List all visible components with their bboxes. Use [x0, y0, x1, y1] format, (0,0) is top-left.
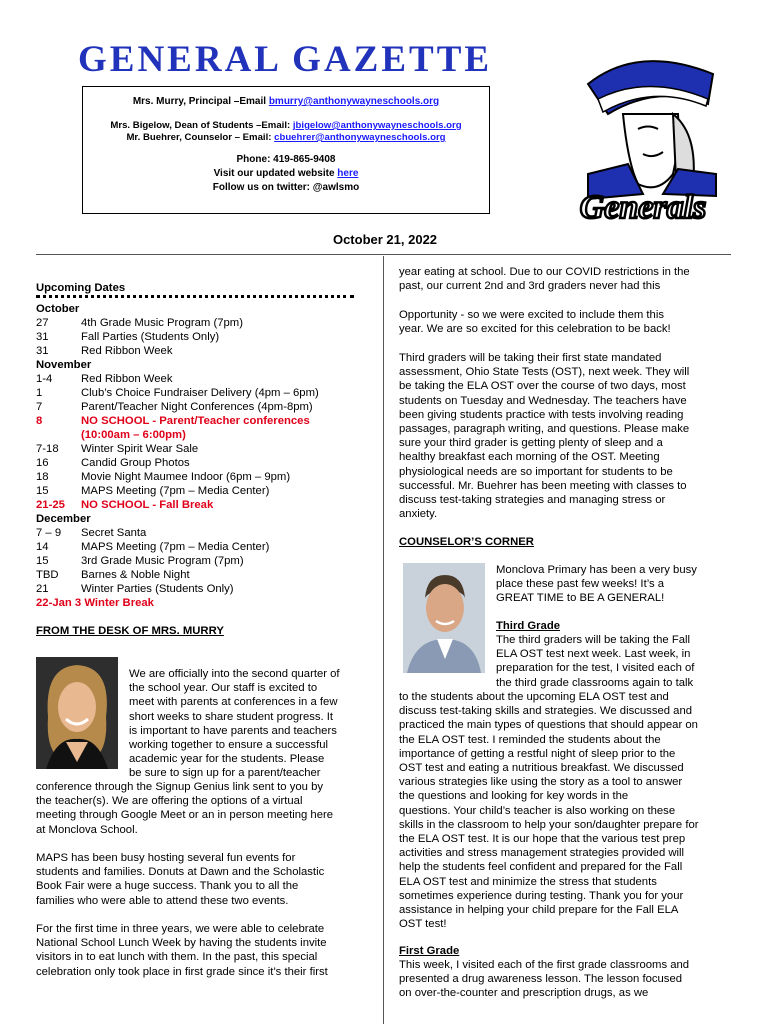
upcoming-dates-heading: Upcoming Dates [36, 282, 126, 294]
counselor-line: Mr. Buehrer, Counselor – Email: cbuehrer@anthonywayneschools.org [126, 132, 446, 143]
event-row: 1-4 Red Ribbon Week [36, 373, 173, 385]
month-december: December [36, 513, 91, 525]
event-row: 31 Fall Parties (Students Only) [36, 331, 220, 343]
generals-logo [568, 44, 718, 224]
dean-line: Mrs. Bigelow, Dean of Students –Email: jbigelow@anthonywayneschools.org [110, 120, 462, 131]
third-grade-paragraph: The third graders will be taking the Fall ELA OST test next week. Last week, in preparation for the test, I visited each of the third grade classrooms again to talk [496, 634, 695, 689]
event-row: TBD Barnes & Noble Night [36, 569, 190, 581]
event-row: 7-18 Winter Spirit Wear Sale [36, 443, 199, 455]
murry-heading: FROM THE DESK OF MRS. MURRY [36, 625, 224, 637]
contact-box [82, 86, 490, 214]
first-grade-heading: First Grade [399, 945, 460, 957]
principal-email-link[interactable]: bmurry@anthonywayneschools.org [268, 96, 440, 107]
event-row: 22-Jan 3 Winter Break [36, 597, 154, 609]
murry-paragraph-1: We are officially into the second quarter of the school year. Our staff is excited to meet with parents at conferences in a few short weeks to share student progress. It is important to have parents and teachers working together to ensure a successful academic year for the students. Please be sure to sign up for a parent/teacher [129, 668, 340, 780]
month-november: November [36, 359, 92, 371]
first-grade-paragraph: This week, I visited each of the first grade classrooms and presented a drug awareness lesson. The lesson focused on over-the-counter and prescription drugs, as we [399, 959, 690, 1000]
counselor-email-link[interactable]: cbuehrer@anthonywayneschools.org [274, 132, 446, 143]
column-divider [383, 256, 384, 1024]
dotted-rule [36, 295, 354, 300]
principal-line: Mrs. Murry, Principal –Email bmurry@anthonywayneschools.org [132, 96, 440, 107]
counselor-intro: Monclova Primary has been a very busy place these past few weeks! It’s a GREAT TIME to BE A GENERAL! [496, 564, 697, 605]
counselor-heading: COUNSELOR’S CORNER [399, 536, 534, 548]
event-row: 15 3rd Grade Music Program (7pm) [36, 555, 244, 567]
event-row: 8 NO SCHOOL - Parent/Teacher conferences [36, 415, 310, 427]
logo-text: Generals [579, 189, 707, 224]
event-row: 21-25 NO SCHOOL - Fall Break [36, 499, 214, 511]
event-row: 31 Red Ribbon Week [36, 345, 173, 357]
website-line: Visit our updated website here [213, 168, 359, 179]
lunch-paragraph-cont: year eating at school. Due to our COVID restrictions in the past, our current 2nd and 3rd graders never had this [399, 266, 690, 293]
event-row: 15 MAPS Meeting (7pm – Media Center) [36, 485, 270, 497]
event-row: 1 Club’s Choice Fundraiser Delivery (4pm – 6pm) [36, 387, 319, 399]
lunch-paragraph-2: Opportunity - so we were excited to include them this year. We are so excited for this celebration to be back! [399, 309, 671, 336]
third-grade-paragraph-cont: to the students about the upcoming ELA OST test and discuss test-taking skills and strategies. We discussed and practiced the main types of questions that should appear on the ELA OST test. I reminded the students about the importance of getting a restful night of sleep prior to the OST test and eating a nutritious breakfast. We discussed various strategies like using the story as a tool to answer the questions and looking for key words in the questions. Your child’s teacher is also working on these skills in the classroom to help your son/daughter prepare for the ELA OST test. It is our hope that the various test prep activities and stress management strategies provided will help the students feel confident and prepared for the Fall ELA OST test and minimize the stress that students sometimes experience during testing. Thank you for your assistance in helping your child prepare for the Fall ELA OST test! [399, 691, 699, 931]
event-row: (10:00am – 6:00pm) [81, 429, 186, 441]
event-row: 16 Candid Group Photos [36, 457, 190, 469]
event-row: 18 Movie Night Maumee Indoor (6pm – 9pm) [36, 471, 291, 483]
counselor-photo [403, 563, 485, 673]
murry-paragraph-2: MAPS has been busy hosting several fun events for students and families. Donuts at Dawn and the Scholastic Book Fair were a huge success. Thank you to all the families who were able to attend these two events. [36, 852, 325, 907]
twitter-line: Follow us on twitter: @awlsmo [212, 182, 360, 193]
murry-paragraph-3: For the first time in three years, we were able to celebrate National School Lunch Week by having the students invite visitors in to eat lunch with them. In the past, this special celebration only took place in first grade since it’s their first [36, 923, 328, 978]
issue-date: October 21, 2022 [332, 232, 438, 247]
murry-paragraph-1-cont: conference through the Signup Genius link sent to you by the teacher(s). We are offering the options of a virtual meeting through Google Meet or an in person meeting here at Monclova School. [36, 781, 334, 836]
event-row: 27 4th Grade Music Program (7pm) [36, 317, 243, 329]
third-grade-ost-paragraph: Third graders will be taking their first state mandated assessment, Ohio State Tests (OST), next week. They will be taking the ELA OST over the course of two days, most students on Tuesday and Wednesday. The teachers have been giving students practice with tests involving reading passages, paragraph writing, and questions. Please make sure your third grader is getting plenty of sleep and a healthy breakfast each morning of the OST. Meeting physiological needs are so important for students to be successful. Mr. Buehrer has been meeting with classes to discuss test-taking strategies and managing stress or anxiety. [399, 352, 690, 521]
event-row: 14 MAPS Meeting (7pm – Media Center) [36, 541, 270, 553]
event-row: 21 Winter Parties (Students Only) [36, 583, 234, 595]
event-row: 7 Parent/Teacher Night Conferences (4pm-8pm) [36, 401, 313, 413]
divider [36, 254, 731, 255]
month-october: October [36, 303, 80, 315]
event-row: 7 – 9 Secret Santa [36, 527, 147, 539]
phone-line: Phone: 419-865-9408 [236, 154, 336, 165]
dean-email-link[interactable]: jbigelow@anthonywayneschools.org [292, 120, 462, 131]
third-grade-heading: Third Grade [496, 620, 561, 632]
principal-photo [36, 657, 118, 769]
website-link[interactable]: here [337, 168, 359, 179]
newsletter-title: GENERAL GAZETTE [78, 39, 493, 80]
